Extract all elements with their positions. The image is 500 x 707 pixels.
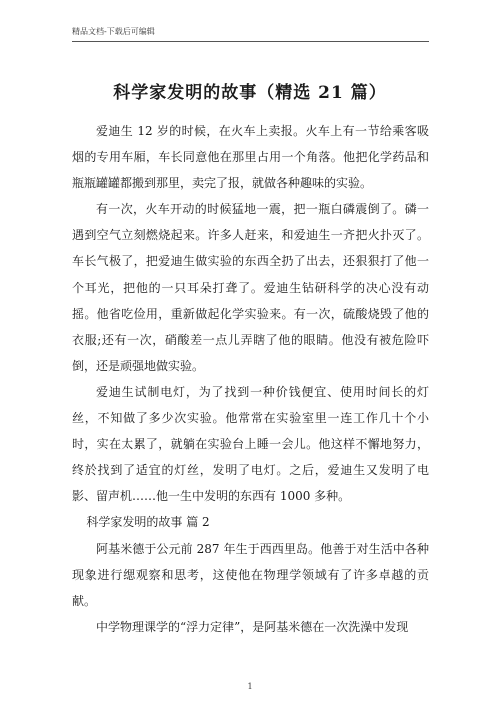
document-body bbox=[72, 118, 429, 640]
paragraph: 爱迪生试制电灯，为了找到一种价钱便宜、使用时间长的灯丝，不知做了多少次实验。他常常在实验室里一连工作几十个小时，实在太累了，就躺在实验台上睡一会儿。他这样不懈地努力，终於找到了适宜的灯丝，发明了电灯。之后，爱迪生又发明了电影、留声机……他一生中发明的东西有 1000 多种。 bbox=[72, 384, 429, 504]
paragraph: 爱迪生 12 岁的时候，在火车上卖报。火车上有一节给乘客吸烟的专用车厢，车长同意他在那里占用一个角落。他把化学药品和瓶瓶罐罐都搬到那里，卖完了报，就做各种趣味的实验。 bbox=[72, 124, 429, 191]
paragraph: 中学物理课学的“浮力定律”，是阿基米德在一次洗澡中发现 bbox=[96, 619, 409, 634]
document-title: 科学家发明的故事（精选 21 篇） bbox=[113, 83, 387, 103]
paragraph: 阿基米德于公元前 287 年生于西西里岛。他善于对生活中各种现象进行缌观察和思考，这使他在物理学领域有了许多卓越的贡献。 bbox=[72, 541, 429, 608]
page-header: 精品文档-下载后可编辑 bbox=[72, 26, 429, 42]
section-heading: 科学家发明的故事 篇 2 bbox=[86, 515, 210, 530]
paragraph: 有一次，火车开动的时候猛地一震，把一瓶白磷震倒了。磷一遇到空气立刻燃烧起来。许多人赶来，和爱迪生一齐把火扑灭了。车长气极了，把爱迪生做实验的东西全扔了出去，还狠狠打了他一个耳光，把他的一只耳朵打聋了。爱迪生钻研科学的决心没有动摇。他省吃俭用，重新做起化学实验来。有一次，硫酸烧毁了他的衣服;还有一次，硝酸差一点儿弄瞎了他的眼睛。他没有被危险吓倒，还是顽强地做实验。 bbox=[72, 202, 429, 373]
page-number: 1 bbox=[247, 682, 253, 691]
